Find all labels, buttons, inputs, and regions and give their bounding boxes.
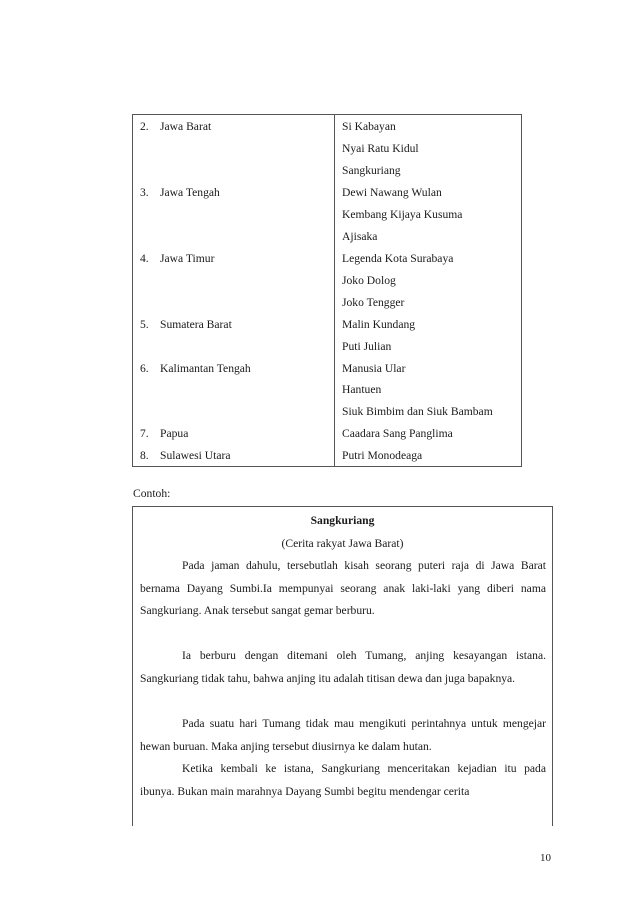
- table-column-divider: [334, 115, 335, 466]
- story-title-cell: Sangkuriang: [342, 164, 401, 177]
- row-number: 4.: [140, 252, 149, 265]
- region-name: Papua: [160, 427, 189, 440]
- story-paragraph: Pada suatu hari Tumang tidak mau mengikuti perintahnya untuk mengejar hewan buruan. Maka anjing tersebut diusirnya ke dalam hutan.: [140, 717, 546, 753]
- example-label: Contoh:: [133, 487, 171, 500]
- story-title-cell: Kembang Kijaya Kusuma: [342, 208, 463, 221]
- table-region-cell: [140, 427, 188, 441]
- story-title-cell: Joko Dolog: [342, 274, 396, 287]
- table-region-cell: [140, 186, 220, 200]
- story-subtitle: (Cerita rakyat Jawa Barat): [281, 537, 404, 550]
- story-title-cell: Manusia Ular: [342, 362, 406, 375]
- story-paragraph: Ia berburu dengan ditemani oleh Tumang, anjing kesayangan istana. Sangkuriang tidak tahu, bahwa anjing itu adalah titisan dewa dan juga bapaknya.: [140, 649, 546, 685]
- story-title-cell: Puti Julian: [342, 340, 392, 353]
- story-title-cell: Caadara Sang Panglima: [342, 427, 453, 440]
- row-number: 3.: [140, 186, 149, 199]
- region-name: Jawa Timur: [160, 252, 215, 265]
- page-number: 10: [540, 852, 551, 864]
- region-name: Jawa Tengah: [160, 186, 220, 199]
- row-number: 7.: [140, 427, 149, 440]
- story-title-cell: Legenda Kota Surabaya: [342, 252, 454, 265]
- row-number: 6.: [140, 362, 149, 375]
- region-name: Sumatera Barat: [160, 318, 232, 331]
- story-title-cell: Malin Kundang: [342, 318, 416, 331]
- table-region-cell: [140, 318, 232, 332]
- story-title-cell: Putri Monodeaga: [342, 449, 423, 462]
- table-region-cell: [140, 362, 251, 376]
- row-number: 5.: [140, 318, 149, 331]
- story-title-cell: Si Kabayan: [342, 120, 396, 133]
- row-number: 2.: [140, 120, 149, 133]
- story-title-cell: Dewi Nawang Wulan: [342, 186, 442, 199]
- story-title-cell: Ajisaka: [342, 230, 378, 243]
- table-region-cell: [140, 449, 231, 463]
- row-number: 8.: [140, 449, 149, 462]
- story-title-cell: Hantuen: [342, 383, 382, 396]
- story-title: Sangkuriang: [310, 514, 375, 527]
- folklore-table: [132, 114, 522, 467]
- region-name: Jawa Barat: [160, 120, 212, 133]
- story-paragraph: Ketika kembali ke istana, Sangkuriang menceritakan kejadian itu pada ibunya. Bukan main marahnya Dayang Sumbi begitu mendengar cerita: [140, 762, 546, 798]
- story-title-cell: Joko Tengger: [342, 296, 405, 309]
- table-region-cell: [140, 252, 214, 266]
- region-name: Sulawesi Utara: [160, 449, 231, 462]
- story-title-cell: Nyai Ratu Kidul: [342, 142, 419, 155]
- story-title-cell: Siuk Bimbim dan Siuk Bambam: [342, 405, 493, 418]
- story-box: [132, 506, 553, 826]
- region-name: Kalimantan Tengah: [160, 362, 251, 375]
- story-paragraph: Pada jaman dahulu, tersebutlah kisah seorang puteri raja di Jawa Barat bernama Dayang Sumbi.Ia mempunyai seorang anak laki-laki yang diberi nama Sangkuriang. Anak tersebut sangat gemar berburu.: [140, 559, 546, 617]
- table-region-cell: [140, 120, 211, 134]
